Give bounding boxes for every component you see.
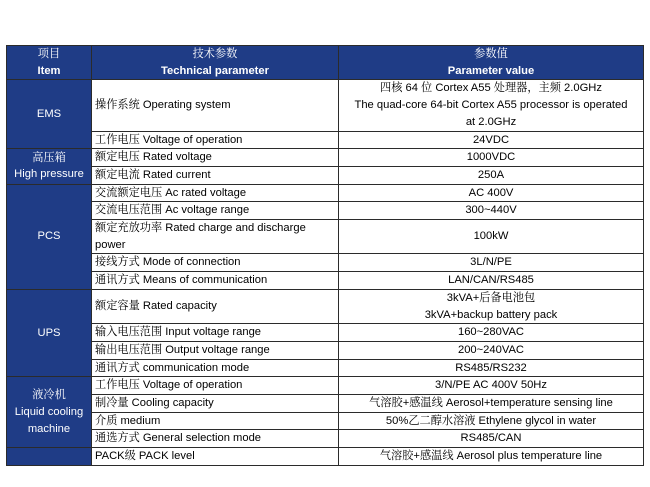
table-row [7, 80, 644, 131]
value-text: 3kVA+后备电池包 [446, 291, 536, 304]
value-cell [339, 341, 644, 359]
header-row [7, 46, 644, 80]
value-text: 气溶胶+感温线 Aerosol plus temperature line [379, 450, 603, 463]
param-cell [92, 131, 339, 149]
value-text: RS485/RS232 [455, 361, 527, 374]
value-cell [339, 289, 644, 323]
param-cell [92, 149, 339, 167]
value-cell [339, 220, 644, 254]
header-item [7, 46, 92, 80]
param-text: 通讯方式 communication mode [95, 361, 250, 374]
header-item-en: Item [37, 64, 61, 77]
value-text: 3kVA+backup battery pack [424, 308, 558, 321]
header-param [92, 46, 339, 80]
param-cell [92, 448, 339, 466]
item-label: EMS [36, 107, 62, 120]
item-cell [7, 184, 92, 289]
param-text: 接线方式 Mode of connection [95, 256, 241, 269]
value-text: RS485/CAN [460, 432, 522, 445]
table-row [7, 359, 644, 377]
param-text: 额定充放功率 Rated charge and discharge [95, 222, 306, 235]
table-row [7, 289, 644, 323]
item-cell [7, 448, 92, 466]
item-cell [7, 377, 92, 448]
value-cell [339, 254, 644, 272]
value-cell [339, 377, 644, 395]
table-body [7, 80, 644, 465]
param-cell [92, 254, 339, 272]
param-cell [92, 184, 339, 202]
param-cell [92, 324, 339, 342]
value-cell [339, 80, 644, 131]
item-cell [7, 149, 92, 184]
value-text: LAN/CAN/RS485 [448, 274, 534, 287]
param-cell [92, 272, 339, 290]
param-cell [92, 412, 339, 430]
table-row [7, 184, 644, 202]
table-row [7, 220, 644, 254]
value-text: 50%乙二醇水溶液 Ethylene glycol in water [385, 414, 597, 427]
param-text: 制冷量 Cooling capacity [95, 397, 214, 410]
header-value-en: Parameter value [447, 64, 535, 77]
param-cell [92, 359, 339, 377]
param-text: 通讯方式 Means of communication [95, 274, 268, 287]
item-label: PCS [37, 230, 61, 243]
header-param-cn: 技术参数 [192, 48, 238, 60]
value-text: 200~240VAC [457, 343, 525, 356]
value-text: 100kW [473, 230, 509, 243]
item-label: Liquid cooling [14, 405, 84, 418]
param-cell [92, 377, 339, 395]
item-label: 高压箱 [32, 151, 66, 164]
value-text: 气溶胶+感温线 Aerosol+temperature sensing line [369, 397, 613, 410]
param-text: 输入电压范围 Input voltage range [95, 326, 262, 339]
value-cell [339, 202, 644, 220]
value-text: 300~440V [465, 204, 517, 217]
param-text: 额定容量 Rated capacity [95, 300, 217, 313]
value-text: AC 400V [468, 186, 514, 199]
table-row [7, 202, 644, 220]
item-label: 液冷机 [32, 389, 66, 402]
table-row [7, 149, 644, 167]
spec-table [6, 45, 644, 466]
value-cell [339, 149, 644, 167]
value-cell [339, 272, 644, 290]
param-text: 工作电压 Voltage of operation [95, 133, 243, 146]
param-text: 通选方式 General selection mode [95, 432, 262, 445]
param-text: 操作系统 Operating system [95, 99, 231, 112]
param-text: 额定电压 Rated voltage [95, 151, 212, 164]
item-label: High pressure [14, 168, 84, 181]
table-row [7, 412, 644, 430]
value-cell [339, 412, 644, 430]
value-cell [339, 359, 644, 377]
table-row [7, 166, 644, 184]
param-text: 输出电压范围 Output voltage range [95, 343, 270, 356]
param-cell [92, 220, 339, 254]
value-text: 3L/N/PE [470, 256, 512, 269]
table-row [7, 377, 644, 395]
param-cell [92, 80, 339, 131]
item-cell [7, 80, 92, 149]
value-cell [339, 166, 644, 184]
param-text: 工作电压 Voltage of operation [95, 379, 243, 392]
table-row [7, 254, 644, 272]
param-cell [92, 289, 339, 323]
item-label: UPS [37, 326, 61, 339]
header-value [339, 46, 644, 80]
value-text: at 2.0GHz [465, 115, 517, 128]
value-text: 160~280VAC [457, 326, 525, 339]
value-cell [339, 131, 644, 149]
value-text: 250A [477, 168, 505, 181]
value-text: 24VDC [472, 133, 510, 146]
value-text: 3/N/PE AC 400V 50Hz [435, 379, 547, 392]
value-cell [339, 448, 644, 466]
table-row [7, 324, 644, 342]
table-row [7, 272, 644, 290]
value-text: 四核 64 位 Cortex A55 处理器，主频 2.0GHz [380, 82, 602, 95]
table-row [7, 448, 644, 466]
table-header [7, 46, 644, 80]
param-cell [92, 430, 339, 448]
param-cell [92, 341, 339, 359]
param-text: 交流电压范围 Ac voltage range [95, 204, 250, 217]
param-cell [92, 395, 339, 413]
header-value-cn: 参数值 [474, 48, 508, 60]
param-cell [92, 166, 339, 184]
param-text: 介质 medium [95, 414, 161, 427]
item-label: machine [27, 422, 71, 435]
item-cell [7, 289, 92, 377]
param-text: 交流额定电压 Ac rated voltage [95, 186, 247, 199]
value-cell [339, 395, 644, 413]
value-text: The quad-core 64-bit Cortex A55 processor is operated [354, 99, 628, 112]
value-cell [339, 430, 644, 448]
value-cell [339, 324, 644, 342]
table-row [7, 131, 644, 149]
table-row [7, 430, 644, 448]
param-text: power [95, 238, 126, 251]
table-row [7, 341, 644, 359]
table-row [7, 395, 644, 413]
param-cell [92, 202, 339, 220]
value-text: 1000VDC [466, 151, 516, 164]
header-item-cn: 项目 [37, 48, 61, 60]
param-text: PACK级 PACK level [95, 450, 195, 463]
value-cell [339, 184, 644, 202]
param-text: 额定电流 Rated current [95, 168, 211, 181]
header-param-en: Technical parameter [161, 64, 269, 77]
